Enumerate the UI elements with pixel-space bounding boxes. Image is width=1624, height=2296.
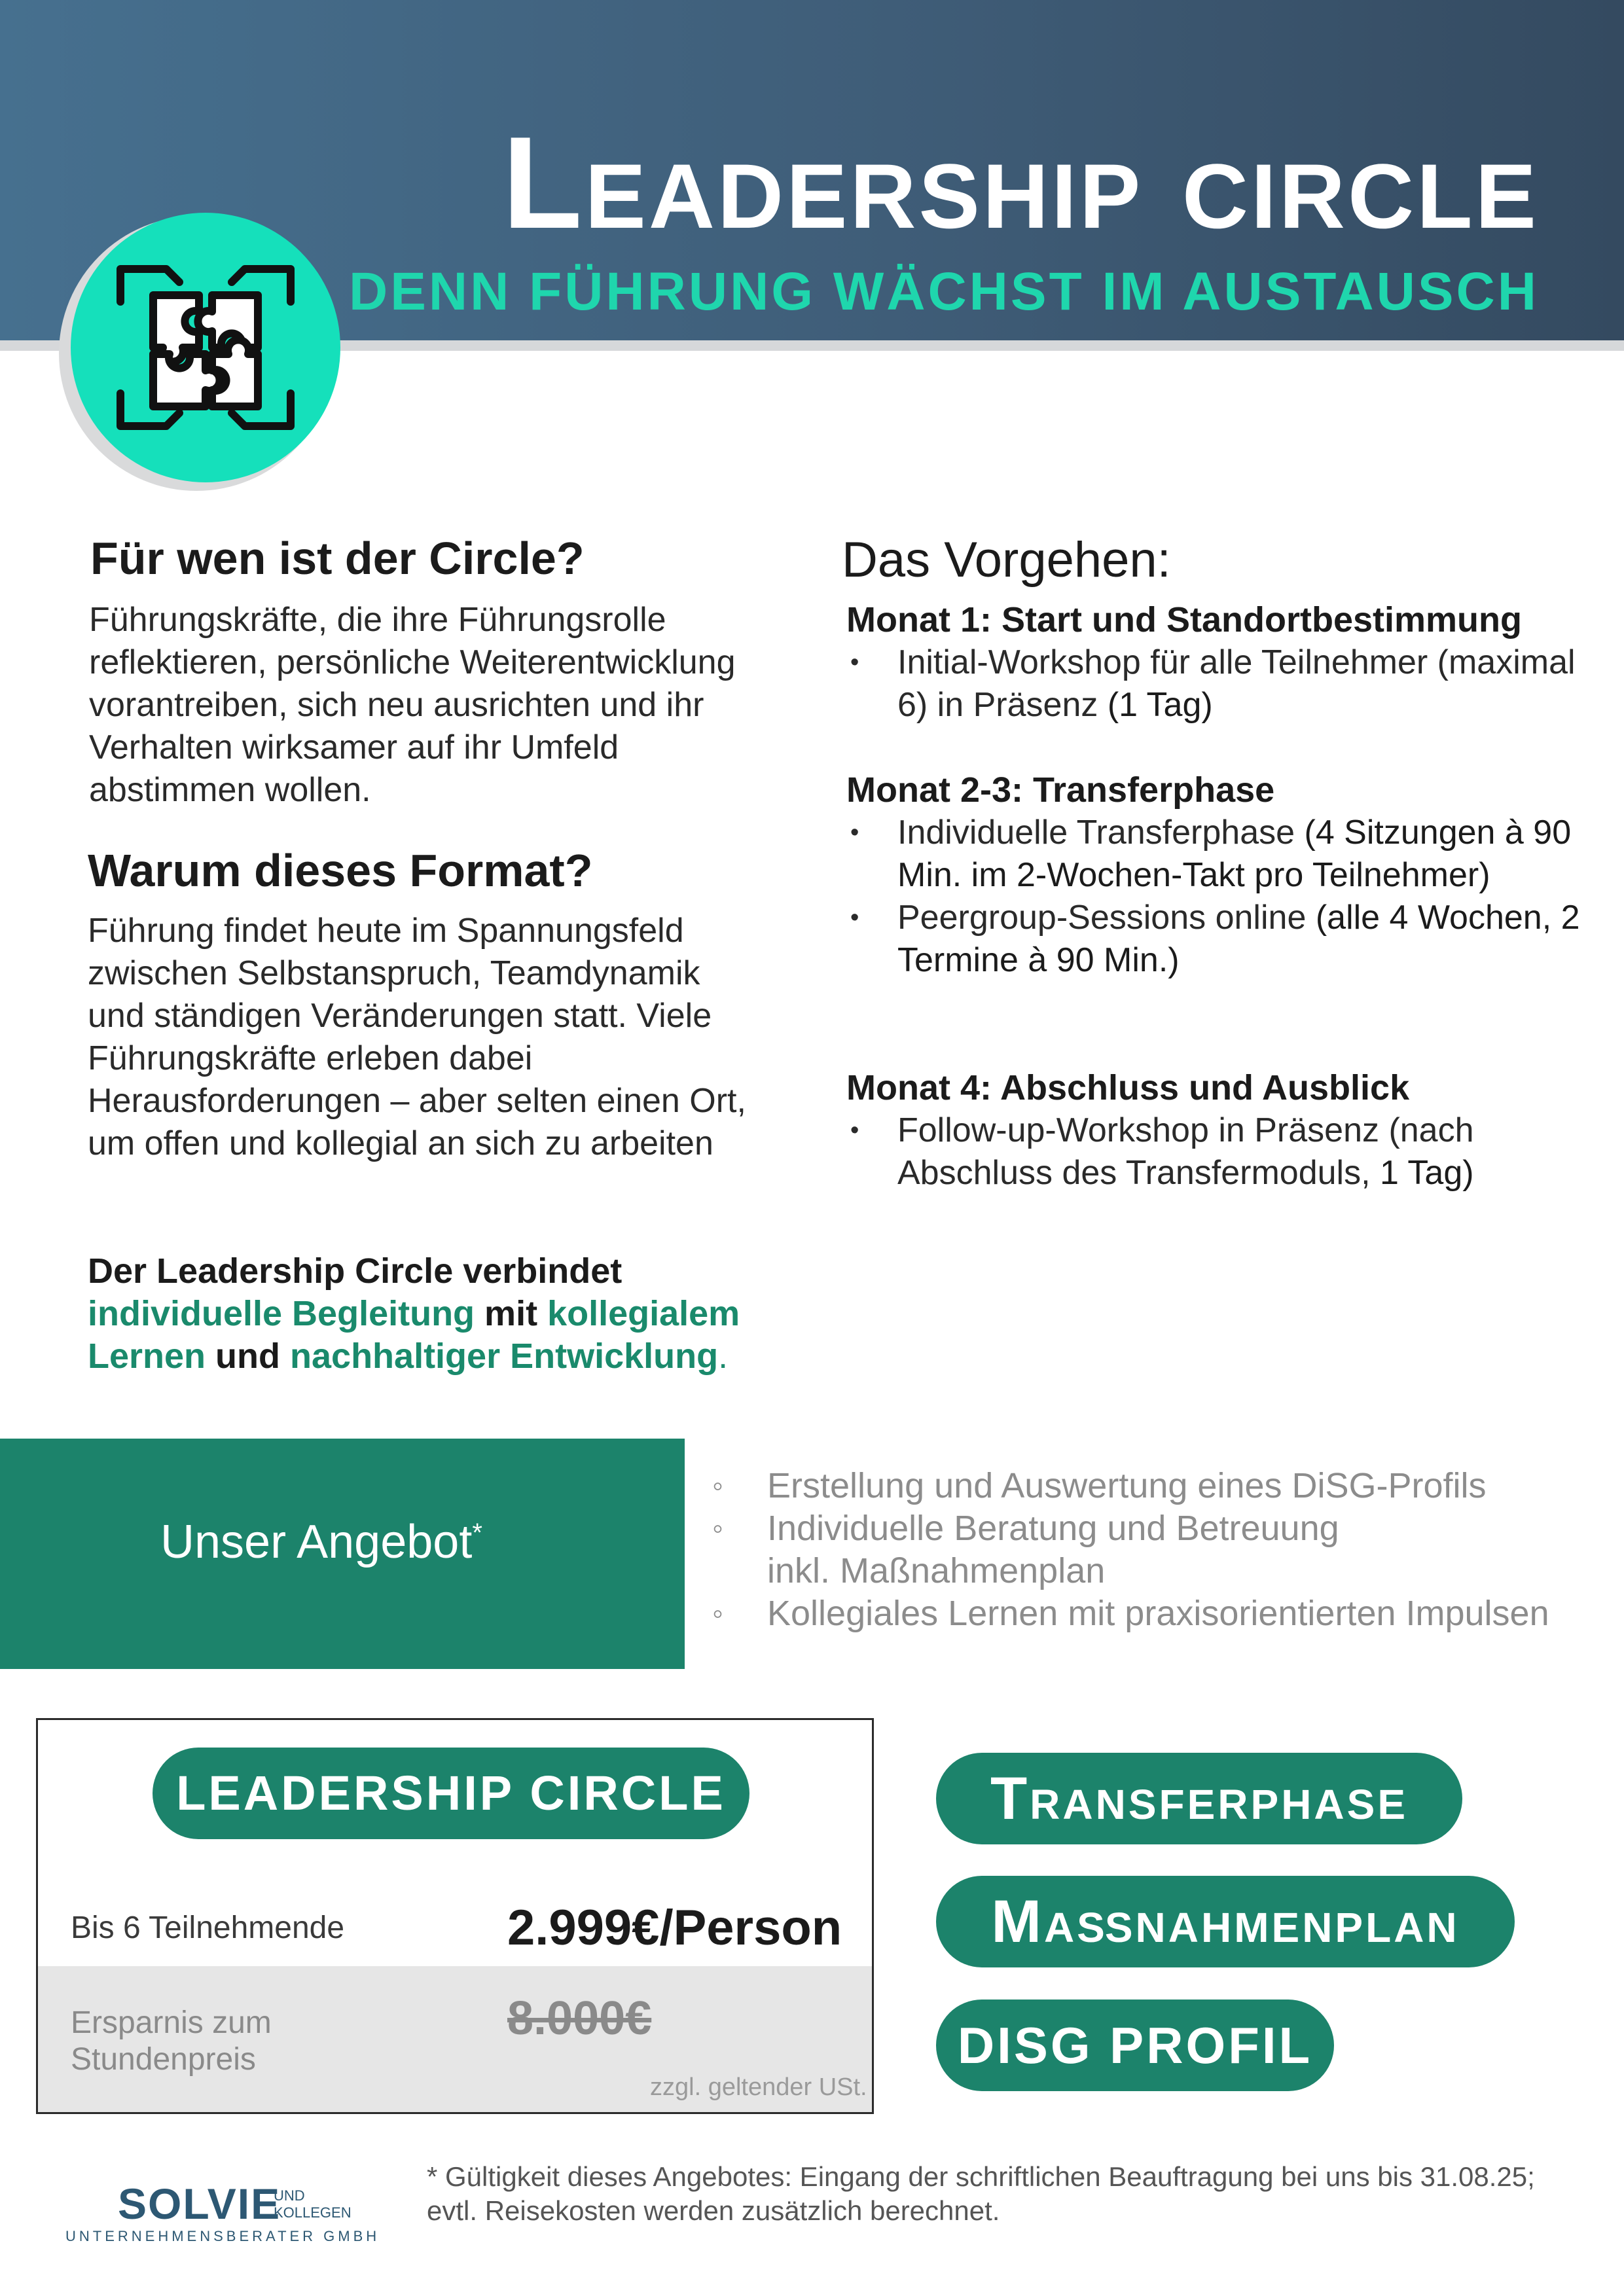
month-1-list [846,641,1593,726]
connects-highlight-2: kollegialem Lernen [88,1294,740,1376]
company-logo-und: UND KOLLEGEN [274,2187,352,2221]
logo-badge [71,213,340,482]
list-item: • Follow-up-Workshop in Präsenz (nach Abschluss des Transfermoduls, 1 Tag) [846,1109,1583,1194]
offer-item: ◦ Kollegiales Lernen mit praxisorientierten Impulsen [707,1592,1549,1635]
page-subtitle: DENN FÜHRUNG WÄCHST IM AUSTAUSCH [348,262,1539,321]
savings-label: Ersparnis zum Stundenpreis [71,2005,272,2077]
procedure-heading: Das Vorgehen: [842,532,1171,588]
for-whom-text: Führungskräfte, die ihre Führungsrolle reflektieren, persönliche Weiterentwicklung vorantreiben, sich neu ausrichten und ihr Verhalten wirksamer auf ihr Umfeld abstimmen wollen. [89,601,736,809]
connects-mid-1: mit [475,1294,548,1333]
page-title: Leadership circle [502,110,1539,256]
list-item: • Individuelle Transferphase (4 Sitzungen à 90 Min. im 2-Wochen-Takt pro Teilnehmer) [846,812,1583,897]
footnote: * Gültigkeit dieses Angebotes: Eingang der schriftlichen Beauftragung bei uns bis 31.08.25; evtl. Reisekosten werden zusätzlich berechnet. [427,2161,1535,2226]
old-price: 8.000€ [507,1992,652,2045]
massnahmenplan-pill: Maßnahmenplan [936,1876,1515,1967]
month-4-list [846,1109,1583,1194]
why-format-heading: Warum dieses Format? [88,845,593,896]
leadership-circle-badge: LEADERSHIP CIRCLE [153,1748,749,1839]
offer-title: Unser Angebot* [160,1516,482,1568]
puzzle-hands-icon [107,249,304,446]
transferphase-pill: Transferphase [936,1753,1462,1844]
disg-profil-pill: DISG PROFIL [936,2000,1334,2091]
why-format-text: Führung findet heute im Spannungsfeld zwischen Selbstanspruch, Teamdynamik und ständigen Veränderungen statt. Viele Führungskräfte erleben dabei Herausforderungen – aber selten einen Ort, um offen und kollegial an sich zu arbeiten [88,912,746,1162]
month-2-title: Monat 2-3: Transferphase [846,770,1275,810]
connects-statement [88,1250,742,1378]
list-item: • Initial-Workshop für alle Teilnehmer (maximal 6) in Präsenz (1 Tag) [846,641,1593,726]
month-1-title: Monat 1: Start und Standortbestimmung [846,600,1522,639]
connects-lead: Der Leadership Circle verbindet [88,1251,623,1291]
connects-highlight-3: nachhaltiger Entwicklung [290,1336,719,1376]
connects-mid-2: und [206,1336,291,1376]
participants-label: Bis 6 Teilnehmende [71,1910,345,1945]
connects-highlight-1: individuelle Begleitung [88,1294,475,1333]
connects-end: . [718,1336,729,1376]
company-logo-subline: UNTERNEHMENSBERATER GMBH [65,2228,380,2244]
month-4-title: Monat 4: Abschluss und Ausblick [846,1068,1410,1107]
tax-note: zzgl. geltender USt. [650,2073,867,2101]
company-logo-name: SOLVIE [118,2179,281,2228]
offer-item: ◦ Erstellung und Auswertung eines DiSG-Profils [707,1465,1549,1507]
offer-item: ◦ Individuelle Beratung und Betreuung inkl. Maßnahmenplan [707,1507,1356,1592]
price-card [36,1718,874,2114]
list-item: • Peergroup-Sessions online (alle 4 Wochen, 2 Termine à 90 Min.) [846,897,1583,982]
price-per-person: 2.999€/Person [507,1900,842,1956]
month-2-list [846,812,1583,982]
for-whom-heading: Für wen ist der Circle? [90,533,585,584]
offer-list [707,1465,1549,1635]
